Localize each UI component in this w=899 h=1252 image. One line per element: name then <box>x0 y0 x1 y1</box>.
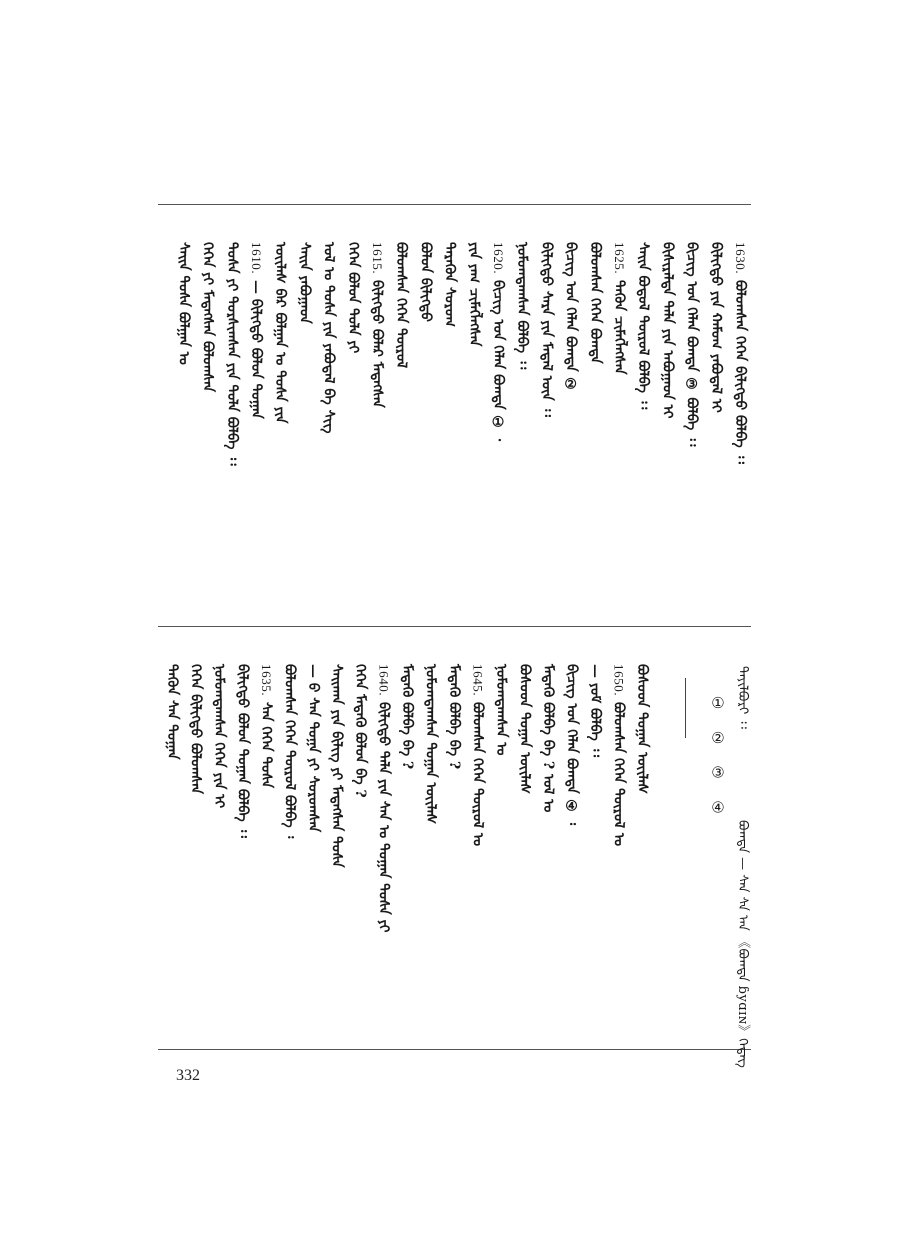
text-column <box>586 664 604 757</box>
text-column <box>398 664 416 769</box>
line-text: ᠪᠤᠯᠤᠭᠰᠠᠨ ᠭᠡᠭᠡᠨ ᠲᠦᠷᠦᠯ <box>393 242 410 369</box>
line-number: 1615. <box>370 242 385 275</box>
text-column <box>281 664 299 838</box>
text-column <box>562 242 580 393</box>
text-column <box>610 242 628 375</box>
line-text: — ᠶᠤᠮ ᠪᠣᠯᠪᠠ ᠄᠄ <box>587 664 603 757</box>
line-text: ᠪᠢᠯᠢᠭᠲᠦ ᠶᠢᠨ ᠬᠠᠮᠤᠭ ᠶᠠᠪᠤᠳᠠᠯ ᠢ <box>707 242 724 413</box>
text-column <box>247 242 265 419</box>
page-number: 332 <box>176 1067 200 1084</box>
line-text: ᠪᠤᠯᠤᠭᠰᠠᠨ ᠭᠡᠭᠡᠨ ᠪᠢᠯᠢᠭᠲᠦ ᠪᠣᠯᠪᠠ ᠄᠄ <box>732 280 748 465</box>
line-text: ᠲᠤᠰᠠ ᠶᠢ ᠲᠤᠷᠰᠢᠭᠰᠠᠨ ᠶᠢᠨ ᠲᠤᠯᠠ ᠪᠣᠯᠪᠠ ᠄᠄ <box>223 242 240 466</box>
line-text: ᠨᠣᠮᠣᠭᠳᠠᠭᠰᠠᠨ ᠤ <box>493 664 509 756</box>
text-column <box>634 242 652 409</box>
line-number: 1620. <box>491 242 506 275</box>
text-column <box>563 664 581 825</box>
line-text: ᠮᠡᠳᠡᠬᠦ ᠪᠣᠯᠪᠠ ᠪᠡ ? ᠣᠯ ᠤ <box>540 664 556 813</box>
notes-header: ᠲᠠᠶᠢᠯᠪᠤᠷᠢ ᠄᠄ <box>735 666 750 729</box>
line-text: ᠪᠤᠯᠤᠭᠰᠠᠨ ᠭᠡᠭᠡᠨ ᠲᠦᠷᠦᠯ ᠪᠣᠯᠪᠠ ᠄ <box>281 664 298 839</box>
text-column <box>295 242 313 324</box>
text-column <box>489 242 507 441</box>
text-column <box>223 242 241 466</box>
line-text: ᠨᠣᠮᠣᠭᠳᠠᠭᠰᠠᠨ ᠪᠣᠯᠪᠠ ᠄᠄ <box>514 242 531 370</box>
line-text: ᠰᠠᠢᠨ ᠪᠣᠳᠣᠯ ᠲᠦᠷᠦᠯ ᠪᠣᠯᠪᠠ ᠄᠄ <box>635 242 652 410</box>
line-text: ᠪᠢᠯᠢᠭᠲᠦ ᠪᠤᠯᠠᠷ ᠮᠡᠳᠡᠭᠰᠡᠨ <box>369 280 385 409</box>
line-text: ᠪᠢᠴᠢᠭ᠌ ᠤᠨ ᠬᠡᠯᠡᠨ ᠪᠣᠭᠳᠠ ③ ᠪᠣᠯᠪᠠ ᠄᠄ <box>683 242 700 447</box>
text-column <box>658 242 676 419</box>
top-rule <box>158 204 751 205</box>
text-column <box>375 664 393 933</box>
text-column <box>707 242 725 413</box>
line-text: ᠮᠡᠳᠡᠬᠦ ᠪᠣᠯᠪᠠ ᠪᠡ ? <box>446 664 462 770</box>
line-text: ᠭᠡᠭᠡᠨ ᠶᠢ ᠮᠡᠳᠡᠭᠰᠡᠨ ᠪᠣᠯᠣᠭᠰᠠᠨ <box>199 242 216 393</box>
text-column <box>320 242 338 434</box>
line-text: ᠪᠣᠯᠤᠭᠰᠠᠨ ᠭᠡᠭᠡᠨ ᠲᠦᠷᠦᠯ ᠤ <box>610 702 627 847</box>
line-text: ᠰᠠᠢᠬᠠᠨ ᠶᠢᠨ ᠪᠢᠯᠢᠭ ᠶᠢ ᠮᠡᠳᠡᠭᠰᠡᠨ ᠲᠤᠰᠠ <box>328 664 345 868</box>
line-number: 1640. <box>376 664 392 697</box>
line-text: ᠮᠡᠳᠡᠬᠦ ᠪᠣᠯᠪᠠ ᠪᠡ ? <box>399 664 415 770</box>
footnote-separator <box>685 678 686 738</box>
line-text: ᠭᠡᠭᠡᠨ ᠪᠣᠯᠣᠨ ᠲᠤᠯᠠ ᠶᠢ <box>344 242 361 354</box>
line-text: ᠲᠡᠭᠦᠨ ᠴᠢᠮᠡᠭᠯᠡᠭᠰᠡᠨ <box>611 280 627 375</box>
line-text: ᠪᠣᠯᠣᠨ ᠪᠢᠯᠢᠭᠲᠦ <box>417 242 434 322</box>
bottom-rule <box>158 1049 751 1050</box>
text-column <box>271 242 289 424</box>
line-text: — ᠪᠢᠯᠢᠭᠲᠦ ᠪᠣᠯᠣᠨ ᠲᠣᠭᠠᠨ <box>248 280 264 420</box>
line-text: ᠭᠡᠭᠡᠨ ᠪᠢᠯᠢᠭᠲᠦ ᠪᠣᠯᠣᠭᠰᠠᠨ <box>187 664 204 795</box>
text-column <box>633 664 651 794</box>
line-text: ᠶᠢᠨ ᠶᠠᠭ ᠴᠢᠮᠡᠭᠯᠡᠭᠰᠡᠨ <box>465 242 482 347</box>
line-text: ᠪᠢᠯᠢᠭᠲᠦ ᠪᠣᠯᠣᠨ ᠲᠣᠭᠠᠨ ᠪᠣᠯᠪᠠ ᠄᠄ <box>234 664 251 838</box>
text-column <box>731 242 749 464</box>
text-column <box>683 242 701 446</box>
line-text: ᠰᠠᠢᠨ ᠲᠤᠰᠠ ᠪᠣᠯᠭᠠᠨ ᠤ <box>175 242 192 365</box>
line-text: ᠪᠤᠰᠤᠳ ᠲᠣᠭᠠᠨ ᠦᠢᠯᠡᠰ <box>516 664 533 794</box>
line-text: ᠪᠢᠯᠢᠭᠲᠦ ᠰᠠᠷᠠ ᠶᠢᠨ ᠮᠡᠳᠡᠯ ᠦᠨ ᠄᠄ <box>538 242 555 417</box>
text-column <box>610 664 628 846</box>
line-text: ᠨᠣᠮᠣᠭᠳᠠᠭᠰᠠᠨ ᠭᠡᠭᠡᠨ ᠶᠢᠨ ᠢ <box>211 664 227 809</box>
text-column <box>368 242 386 408</box>
text-column <box>234 664 252 838</box>
text-column <box>257 664 275 788</box>
line-number: 1610. <box>249 242 264 275</box>
line-number: 1635. <box>259 664 274 697</box>
text-column <box>163 664 181 760</box>
line-text: ᠪᠤᠰᠤᠳ ᠲᠣᠭᠠᠨ ᠦᠢᠯᠡᠰ <box>634 664 650 794</box>
line-text: ᠲᠡᠭᠦᠨ ᠰᠠᠨ ᠲᠣᠭᠠᠨ <box>164 664 180 760</box>
line-text: ᠪᠢᠴᠢᠭ᠌ ᠤᠨ ᠬᠡᠯᠡᠨ ᠪᠣᠭᠳᠠ ② <box>562 242 579 393</box>
line-text: ᠨᠣᠮᠣᠭᠳᠠᠭᠰᠠᠨ ᠲᠣᠭᠠᠨ ᠦᠢᠯᠡᠰ <box>422 664 439 825</box>
line-number: 1630. <box>733 242 748 275</box>
text-column <box>465 242 483 347</box>
line-text: ᠭᠡᠭᠡᠨ ᠮᠡᠳᠡᠬᠦ ᠪᠣᠯᠣᠨ ᠪᠡ ? <box>352 664 368 798</box>
text-column <box>586 242 604 364</box>
text-column <box>416 242 434 322</box>
line-text: ᠪᠢᠰᠢᠷᠡᠯᠲᠡ ᠲᠠᠯᠠ ᠶᠢᠨ ᠠᠪᠤᠭᠠᠳ ᠢ <box>659 242 676 419</box>
text-column <box>210 664 228 808</box>
text-column <box>304 664 322 832</box>
line-text: ᠪᠢᠴᠢᠭ᠌ ᠤᠨ ᠬᠡᠯᠡᠨ ᠪᠣᠭᠳᠠ ④ ᠄ <box>563 664 580 826</box>
text-column <box>174 242 192 365</box>
text-column <box>537 242 555 417</box>
text-column <box>441 242 459 327</box>
line-text: ᠲᠡᠷᠡᠭᠦᠨ ᠰᠤᠷᠤᠭ <box>441 242 458 327</box>
line-number: 1645. <box>470 664 486 697</box>
footnote-markers: ① ② ③ ④ <box>709 694 727 823</box>
text-column <box>351 664 369 798</box>
line-number: 1650. <box>611 664 627 697</box>
line-text: — ᠪ ᠰᠠᠨ ᠲᠣᠭᠠ ᠶᠢ ᠰᠤᠷᠤᠭᠰᠠᠨ <box>305 664 321 833</box>
line-text: ᠪᠤᠯᠤᠭᠰᠠᠨ ᠭᠡᠭᠡᠨ ᠪᠣᠭᠳᠠ <box>586 242 603 364</box>
text-column <box>392 242 410 368</box>
text-column <box>513 242 531 369</box>
footnote-text: ᠪᠣᠭᠳᠠ — ᠰᠠᠨ ᠰᠠ ᠠᠨ 《ᠪᠣᠭᠳᠠ ɓyɑɪɴ》ᠭᠡᠳᠡᠭ <box>735 820 750 1068</box>
text-column <box>469 664 487 846</box>
line-text: ᠣᠯ ᠤ ᠲᠤᠰᠠ ᠶᠢᠨ ᠶᠠᠪᠤᠳᠠᠯ ᠪᠠ ᠰᠢᠭ <box>320 242 337 434</box>
line-text: ᠰᠠᠢᠨ ᠶᠠᠪᠤᠭᠠᠳ <box>296 242 313 324</box>
line-number: 1625. <box>612 242 627 275</box>
line-text: ᠪᠢᠴᠢᠭ᠌ ᠤᠨ ᠬᠡᠯᠡᠨ ᠪᠣᠭᠳᠠ ① ᠂ <box>490 280 506 442</box>
section-divider <box>158 626 751 627</box>
text-column <box>187 664 205 794</box>
text-column <box>328 664 346 868</box>
text-column <box>516 664 534 794</box>
line-text: ᠰᠠᠨ ᠭᠡᠭᠡᠨ ᠲᠤᠰᠠ <box>258 702 274 789</box>
line-text: ᠦᠢᠯᠡᠰ ᠪᠡᠷ ᠪᠣᠯᠭᠠᠨ ᠤ ᠲᠤᠰᠠ ᠶᠢᠨ <box>272 242 289 424</box>
text-column <box>344 242 362 353</box>
line-text: ᠪᠣᠯᠤᠭᠰᠠᠨ ᠭᠡᠭᠡᠨ ᠲᠦᠷᠦᠯ ᠤ <box>469 702 486 847</box>
text-column <box>492 664 510 755</box>
line-text: ᠪᠢᠯᠢᠭᠲᠦ ᠲᠠᠯᠠ ᠶᠢᠨ ᠰᠠᠨ ᠤ ᠲᠣᠭᠠᠨ ᠲᠤᠰᠠ ᠶᠢ <box>375 702 392 933</box>
text-column <box>422 664 440 824</box>
text-column <box>445 664 463 769</box>
text-column <box>539 664 557 812</box>
text-column <box>199 242 217 392</box>
